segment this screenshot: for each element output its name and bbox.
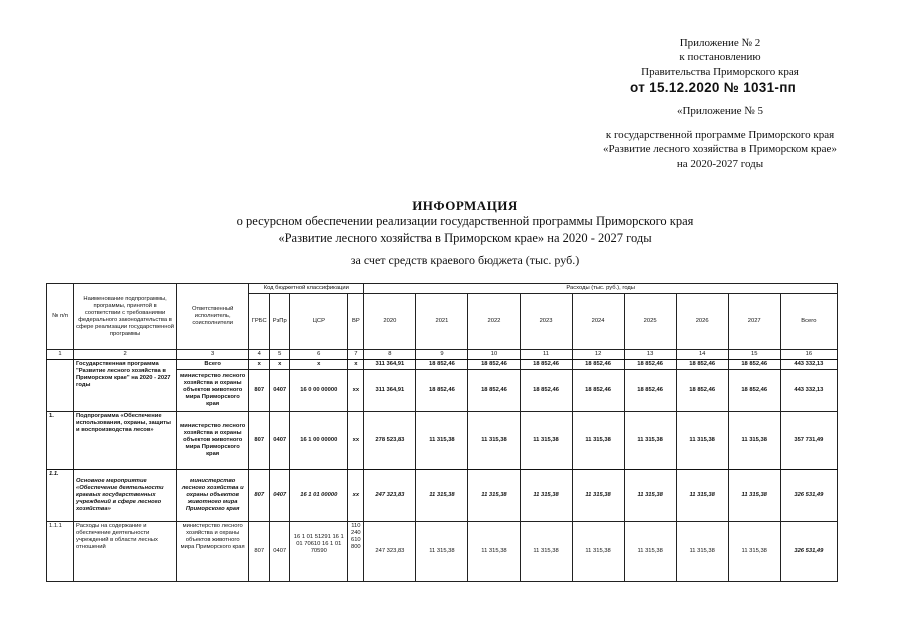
col-rzpr-header: РзПр: [270, 294, 290, 350]
appendix-government: Правительства Приморского края: [641, 66, 799, 78]
row-exec: Всего: [177, 360, 249, 370]
row-csr: 16 0 00 00000: [290, 370, 348, 412]
document-subtitle-2: «Развитие лесного хозяйства в Приморском крае» на 2020 - 2027 годы: [278, 231, 652, 245]
row-value: 18 852,46: [676, 360, 728, 370]
row-rzpr: 0407: [270, 470, 290, 522]
column-number: 1: [47, 350, 74, 360]
col-num-header: № п/п: [47, 284, 74, 350]
row-value: 11 315,38: [468, 522, 520, 582]
row-grbs: 807: [249, 470, 270, 522]
year-header: 2021: [416, 294, 468, 350]
table-row: [47, 412, 838, 470]
row-csr: 16 1 00 00000: [290, 412, 348, 470]
row-exec: министерство лесного хозяйства и охраны объектов животного мира Приморского края: [177, 412, 249, 470]
row-value: 18 852,46: [520, 370, 572, 412]
row-value: 11 315,38: [728, 522, 780, 582]
row-value: 11 315,38: [468, 470, 520, 522]
column-number: 4: [249, 350, 270, 360]
table-row: [47, 360, 838, 370]
row-vr: хх: [348, 470, 364, 522]
document-subtitle-1: о ресурсном обеспечении реализации государственной программы Приморского края: [236, 214, 694, 228]
row-exec: министерство лесного хозяйства и охраны объектов животного мира Приморского края: [177, 522, 249, 582]
row-value: 18 852,46: [572, 370, 624, 412]
column-number: 6: [290, 350, 348, 360]
row-vr: 110 240 610 800: [348, 522, 364, 582]
row-value: 11 315,38: [520, 470, 572, 522]
row-exec: министерство лесного хозяйства и охраны объектов животного мира Приморского края: [177, 470, 249, 522]
column-number: 13: [624, 350, 676, 360]
row-csr: 16 1 01 51291 16 1 01 70610 16 1 01 70590: [290, 522, 348, 582]
year-header: 2023: [520, 294, 572, 350]
appendix-number: Приложение № 2: [679, 37, 761, 49]
row-value: 11 315,38: [572, 412, 624, 470]
row-value: 18 852,46: [728, 370, 780, 412]
row-value: 11 315,38: [676, 522, 728, 582]
column-number: 14: [676, 350, 728, 360]
column-number: 11: [520, 350, 572, 360]
row-name: Расходы на содержание и обеспечение деятельности учреждений в области лесных отношений: [74, 522, 177, 582]
row-csr: 16 1 01 00000: [290, 470, 348, 522]
row-value: 278 523,83: [364, 412, 416, 470]
row-value: 11 315,38: [676, 412, 728, 470]
row-value: 11 315,38: [468, 412, 520, 470]
year-header: 2024: [572, 294, 624, 350]
row-name: Основное мероприятие «Обеспечение деятельности краевых государственных учреждений в сфере лесного хозяйства»: [74, 470, 177, 522]
resource-table: [46, 283, 838, 582]
column-number: 2: [74, 350, 177, 360]
row-num: 1.1.: [47, 470, 74, 522]
row-num: 1.1.1: [47, 522, 74, 582]
year-header: 2020: [364, 294, 416, 350]
column-number: 12: [572, 350, 624, 360]
col-csr-header: ЦСР: [290, 294, 348, 350]
row-value: 11 315,38: [728, 412, 780, 470]
row-value: 247 323,83: [364, 522, 416, 582]
row-value: 18 852,46: [468, 360, 520, 370]
row-value: 11 315,38: [676, 470, 728, 522]
year-header: 2025: [624, 294, 676, 350]
table-row: [47, 470, 838, 522]
year-header: 2022: [468, 294, 520, 350]
row-csr: х: [290, 360, 348, 370]
col-kbk-header: Код бюджетной классификации: [249, 284, 364, 294]
column-number: 7: [348, 350, 364, 360]
column-number: 10: [468, 350, 520, 360]
col-name-header: Наименование подпрограммы, программы, принятой в соответствии с требованиями федерального законодательства в сфере реализации государственной программы: [74, 284, 177, 350]
row-value: 18 852,46: [416, 360, 468, 370]
row-total: 357 731,49: [780, 412, 837, 470]
row-value: 18 852,46: [520, 360, 572, 370]
row-total: 443 332,13: [780, 360, 837, 370]
row-value: 247 323,83: [364, 470, 416, 522]
row-value: 18 852,46: [416, 370, 468, 412]
row-total: 443 332,13: [780, 370, 837, 412]
row-value: 18 852,46: [728, 360, 780, 370]
appendix-program-line1: к государственной программе Приморского края: [605, 129, 835, 141]
row-rzpr: 0407: [270, 522, 290, 582]
column-number: 16: [780, 350, 837, 360]
col-exec-header: Ответственный исполнитель, соисполнители: [177, 284, 249, 350]
row-grbs: 807: [249, 412, 270, 470]
column-number: 8: [364, 350, 416, 360]
row-value: 11 315,38: [572, 522, 624, 582]
column-number-row: [47, 350, 838, 360]
header-row-1: [47, 284, 838, 294]
row-value: 311 364,91: [364, 360, 416, 370]
row-value: 18 852,46: [624, 360, 676, 370]
row-vr: хх: [348, 370, 364, 412]
column-number: 5: [270, 350, 290, 360]
row-value: 11 315,38: [624, 470, 676, 522]
column-number: 3: [177, 350, 249, 360]
table-row: [47, 522, 838, 582]
row-value: 11 315,38: [416, 412, 468, 470]
appendix-program-line3: на 2020-2027 годы: [676, 158, 764, 170]
row-exec: министерство лесного хозяйства и охраны объектов животного мира Приморского края: [177, 370, 249, 412]
row-grbs: 807: [249, 370, 270, 412]
resolution-date-number: от 15.12.2020 № 1031-пп: [630, 80, 797, 95]
row-grbs: 807: [249, 522, 270, 582]
row-value: 11 315,38: [416, 522, 468, 582]
document-subtitle-3: за счет средств краевого бюджета (тыс. руб.): [350, 253, 580, 267]
row-rzpr: 0407: [270, 370, 290, 412]
row-value: 18 852,46: [572, 360, 624, 370]
row-value: 18 852,46: [468, 370, 520, 412]
row-value: 11 315,38: [572, 470, 624, 522]
appendix-5: «Приложение № 5: [676, 105, 764, 117]
column-number: 15: [728, 350, 780, 360]
col-vr-header: ВР: [348, 294, 364, 350]
year-header: 2027: [728, 294, 780, 350]
row-num: 1.: [47, 412, 74, 470]
row-value: 11 315,38: [416, 470, 468, 522]
row-vr: х: [348, 360, 364, 370]
appendix-program-line2: «Развитие лесного хозяйства в Приморском крае»: [603, 143, 837, 155]
row-value: 11 315,38: [520, 522, 572, 582]
total-header: Всего: [780, 294, 837, 350]
row-value: 11 315,38: [624, 412, 676, 470]
year-header: 2026: [676, 294, 728, 350]
column-number: 9: [416, 350, 468, 360]
row-name: Подпрограмма «Обеспечение использования, охраны, защиты и воспроизводства лесов»: [74, 412, 177, 470]
row-value: 18 852,46: [676, 370, 728, 412]
row-total: 326 531,49: [780, 522, 837, 582]
row-value: 311 364,91: [364, 370, 416, 412]
row-rzpr: х: [270, 360, 290, 370]
document-title: ИНФОРМАЦИЯ: [412, 198, 518, 213]
row-name: Государственная программа "Развитие лесного хозяйства в Приморском крае" на 2020 - 2027 годы: [74, 360, 177, 412]
row-total: 326 531,49: [780, 470, 837, 522]
row-num: [47, 360, 74, 412]
row-value: 18 852,46: [624, 370, 676, 412]
appendix-to-resolution: к постановлению: [679, 51, 761, 63]
col-grbs-header: ГРБС: [249, 294, 270, 350]
col-expenses-header: Расходы (тыс. руб.), годы: [364, 284, 838, 294]
row-rzpr: 0407: [270, 412, 290, 470]
row-vr: хх: [348, 412, 364, 470]
row-value: 11 315,38: [728, 470, 780, 522]
row-grbs: х: [249, 360, 270, 370]
row-value: 11 315,38: [520, 412, 572, 470]
row-value: 11 315,38: [624, 522, 676, 582]
